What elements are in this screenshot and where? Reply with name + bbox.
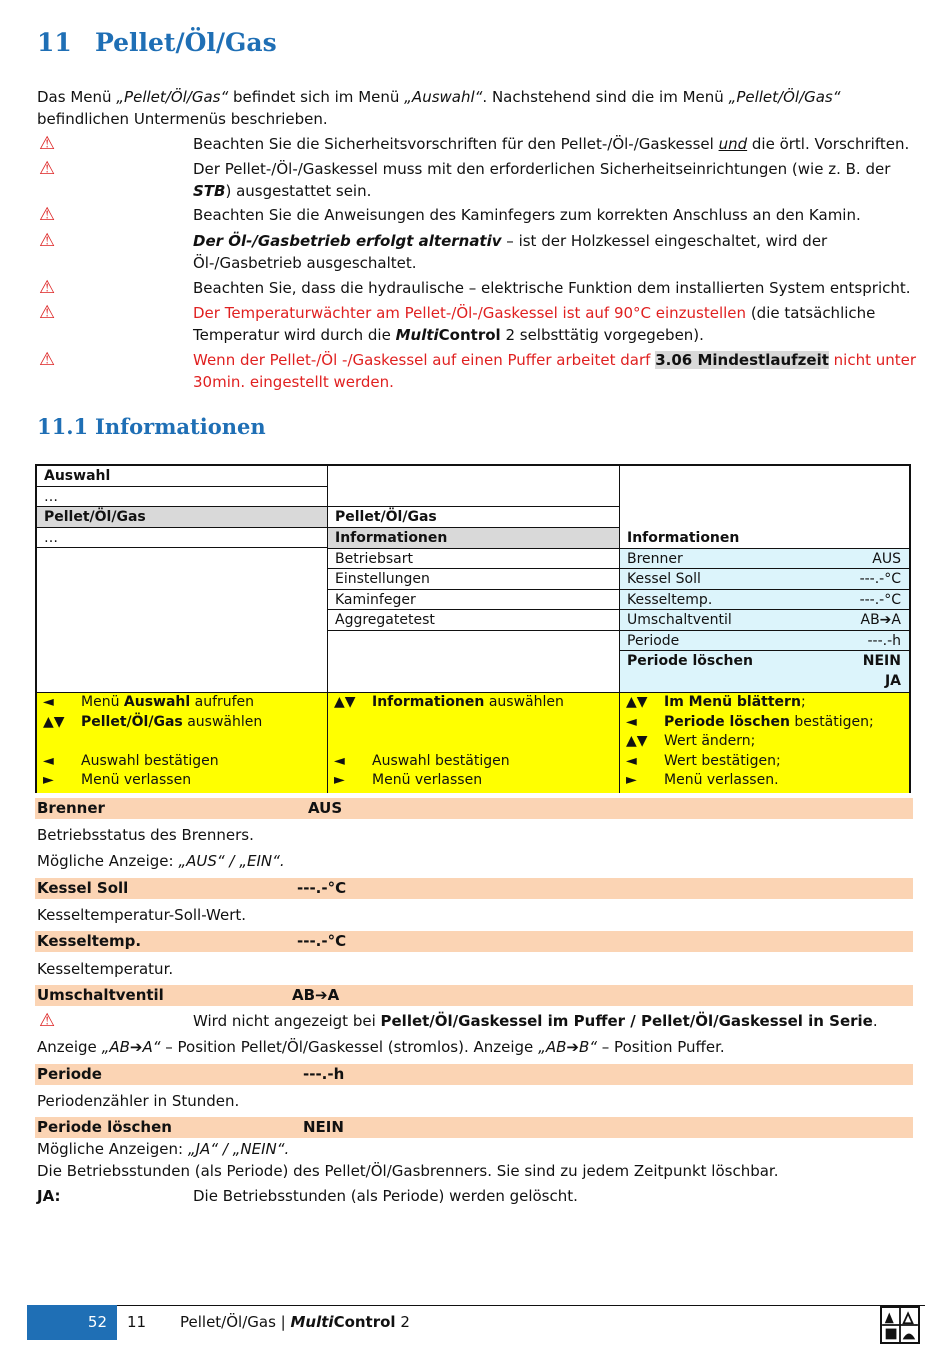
menu-table bbox=[35, 464, 911, 793]
row-label: Periode löschen bbox=[627, 653, 753, 669]
instruction-text: ; bbox=[800, 694, 806, 710]
warning-text: . bbox=[872, 1012, 878, 1030]
detail-desc: Betriebsstatus des Brenners. bbox=[37, 826, 254, 844]
col3-row-periode-loeschen bbox=[620, 651, 909, 692]
col1-selected-pellet: Pellet/Öl/Gas bbox=[37, 507, 327, 528]
warning-text: 2 selbsttätig vorgegeben). bbox=[500, 326, 704, 344]
col3-head: Informationen bbox=[620, 528, 909, 549]
col2-blank bbox=[328, 466, 619, 507]
detail-desc bbox=[37, 1138, 289, 1160]
col2-item-aggregatetest: Aggregatetest bbox=[328, 610, 619, 631]
col3-row-umschaltventil bbox=[620, 610, 909, 631]
detail-desc-text: – Position Pellet/Öl/Gaskessel (stromlos). Anzeige bbox=[160, 1038, 539, 1056]
warning-text: Beachten Sie die Anweisungen des Kaminfegers zum korrekten Anschluss an den Kamin. bbox=[193, 206, 861, 224]
detail-desc: Periodenzähler in Stunden. bbox=[37, 1092, 240, 1110]
row-label: Periode bbox=[627, 633, 680, 649]
arrow-left-icon: ◄ bbox=[334, 752, 345, 769]
instruction-text: Wert bestätigen; bbox=[664, 752, 781, 769]
warning-text-red: Wenn der Pellet-/Öl -/Gaskessel auf einen Puffer arbeitet darf bbox=[193, 351, 656, 369]
detail-value: AUS bbox=[308, 799, 343, 817]
chapter-heading bbox=[37, 28, 277, 57]
warning-emphasis: Pellet/Öl/Gaskessel im Puffer / Pellet/Öl/Gaskessel in Serie bbox=[380, 1012, 873, 1030]
warning-text-red: nicht unter 30min. eingestellt werden. bbox=[193, 351, 917, 391]
arrow-left-icon: ◄ bbox=[43, 694, 54, 710]
detail-value: ---.-h bbox=[303, 1065, 345, 1083]
arrow-left-icon: ◄ bbox=[626, 713, 637, 730]
option-desc-ja: Die Betriebsstunden (als Periode) werden gelöscht. bbox=[193, 1187, 578, 1205]
warning-text: Wird nicht angezeigt bei bbox=[193, 1012, 381, 1030]
detail-desc: Kesseltemperatur. bbox=[37, 960, 174, 978]
detail-label: Periode löschen bbox=[37, 1118, 172, 1136]
detail-desc-values: „JA“ / „NEIN“. bbox=[187, 1140, 290, 1158]
instruction-text: Auswahl bestätigen bbox=[372, 752, 510, 769]
brand-control: Control bbox=[438, 326, 501, 344]
instruction-text: Menü bbox=[81, 694, 124, 710]
instruction-text: auswählen bbox=[182, 713, 263, 730]
warning-item bbox=[37, 133, 917, 155]
warning-text: Der Pellet-/Öl-/Gaskessel muss mit den erforderlichen Sicherheitseinrichtungen (wie z. B. der bbox=[193, 160, 891, 178]
warning-item bbox=[37, 1010, 917, 1032]
intro-text: Das Menü bbox=[37, 88, 117, 106]
warning-item bbox=[37, 230, 917, 274]
detail-desc bbox=[37, 1036, 725, 1058]
detail-desc: Die Betriebsstunden (als Periode) des Pellet/Öl/Gasbrenners. Sie sind zu jedem Zeitpunkt löschbar. bbox=[37, 1162, 779, 1180]
detail-label: Umschaltventil bbox=[37, 986, 164, 1004]
row-value: AUS bbox=[872, 551, 901, 567]
detail-label: Kessel Soll bbox=[37, 879, 129, 897]
instruction-emphasis: Periode löschen bbox=[664, 713, 790, 730]
row-value-alt: JA bbox=[884, 673, 901, 689]
brand-logo-icon bbox=[882, 1308, 918, 1342]
col3-row-periode bbox=[620, 631, 909, 651]
detail-value: ---.-°C bbox=[297, 932, 347, 950]
detail-header-periode bbox=[35, 1064, 913, 1085]
intro-menu-ref: „Pellet/Öl/Gas“ bbox=[116, 88, 229, 106]
col2-head: Pellet/Öl/Gas bbox=[328, 507, 619, 528]
arrow-left-icon: ◄ bbox=[626, 752, 637, 769]
footer-chapter: 11 bbox=[127, 1313, 147, 1331]
detail-desc-values: „AUS“ / „EIN“. bbox=[178, 852, 285, 870]
warning-emphasis: STB bbox=[193, 182, 226, 200]
parameter-ref: 3.06 Mindestlaufzeit bbox=[655, 351, 829, 369]
instruction-text: aufrufen bbox=[190, 694, 255, 710]
row-label: Brenner bbox=[627, 551, 683, 567]
arrow-right-icon: ► bbox=[43, 772, 54, 789]
instruction-emphasis: Im Menü blättern bbox=[664, 694, 801, 710]
warning-item bbox=[37, 349, 917, 393]
detail-value: AB➔A bbox=[292, 986, 340, 1004]
footer-title bbox=[180, 1305, 410, 1340]
warning-item bbox=[37, 277, 917, 299]
warning-text: die örtl. Vorschriften. bbox=[747, 135, 910, 153]
arrow-left-icon: ◄ bbox=[43, 752, 54, 769]
warning-text: Beachten Sie, dass die hydraulische – elektrische Funktion dem installierten System entspricht. bbox=[193, 279, 911, 297]
arrow-right-icon: ► bbox=[334, 772, 345, 789]
warning-item bbox=[37, 158, 917, 202]
intro-paragraph bbox=[37, 86, 897, 130]
brand-multi: Multi bbox=[395, 326, 439, 344]
warning-triangle-icon: ⚠ bbox=[39, 230, 56, 251]
detail-desc-text: Anzeige bbox=[37, 1038, 102, 1056]
warning-item bbox=[37, 204, 917, 226]
detail-value: ---.-°C bbox=[297, 879, 347, 897]
arrow-up-down-icon: ▲▼ bbox=[626, 733, 648, 750]
detail-label: Periode bbox=[37, 1065, 102, 1083]
warning-triangle-icon: ⚠ bbox=[39, 158, 56, 179]
section-title: Informationen bbox=[95, 414, 266, 439]
row-value: ---.-h bbox=[867, 633, 901, 649]
detail-header-umschaltventil bbox=[35, 985, 913, 1006]
detail-header-periode-loeschen bbox=[35, 1117, 913, 1138]
col1-ellipsis: … bbox=[37, 487, 327, 507]
intro-text: . Nachstehend sind die im Menü bbox=[482, 88, 729, 106]
brand-logo bbox=[880, 1306, 920, 1344]
detail-value: NEIN bbox=[303, 1118, 344, 1136]
arrow-right-icon: ► bbox=[626, 772, 637, 789]
warning-text: – ist der Holzkessel eingeschaltet, wird der Öl-/Gasbetrieb ausgeschaltet. bbox=[193, 232, 828, 272]
footer-title-text: Pellet/Öl/Gas | bbox=[180, 1313, 291, 1331]
col3-row-brenner bbox=[620, 549, 909, 569]
col3-row-kessel-soll bbox=[620, 569, 909, 590]
warning-text: ) ausgestattet sein. bbox=[225, 182, 372, 200]
warning-emphasis: und bbox=[718, 135, 748, 153]
chapter-number: 11 bbox=[37, 28, 72, 57]
section-heading bbox=[37, 414, 266, 439]
warning-triangle-icon: ⚠ bbox=[39, 277, 56, 298]
row-label: Umschaltventil bbox=[627, 612, 732, 628]
col1-ellipsis: … bbox=[37, 528, 327, 548]
detail-desc-values: „AB➔A“ bbox=[101, 1038, 161, 1056]
instruction-text: Auswahl bestätigen bbox=[81, 752, 219, 769]
col2-item-informationen: Informationen bbox=[328, 528, 619, 549]
intro-text: befindet sich im Menü bbox=[228, 88, 405, 106]
instruction-text: auswählen bbox=[484, 694, 564, 710]
row-value: NEIN bbox=[862, 653, 901, 669]
warning-text: (die tatsächliche Temperatur wird durch die bbox=[193, 304, 876, 344]
col2-item-kaminfeger: Kaminfeger bbox=[328, 590, 619, 610]
instructions-col3 bbox=[620, 692, 909, 793]
instruction-text: Menü verlassen bbox=[372, 772, 483, 789]
detail-header-brenner bbox=[35, 798, 913, 819]
intro-text: befindlichen Untermenüs beschrieben. bbox=[37, 110, 328, 128]
col1-auswahl: Auswahl bbox=[37, 466, 327, 487]
row-value: ---.-°C bbox=[859, 592, 901, 608]
arrow-up-down-icon: ▲▼ bbox=[43, 713, 65, 730]
footer-title-text: 2 bbox=[395, 1313, 410, 1331]
warning-triangle-icon: ⚠ bbox=[39, 1010, 56, 1031]
warning-triangle-icon: ⚠ bbox=[39, 204, 56, 225]
row-label: Kesseltemp. bbox=[627, 592, 713, 608]
warning-triangle-icon: ⚠ bbox=[39, 133, 56, 154]
instruction-emphasis: Informationen bbox=[372, 694, 485, 710]
detail-desc-text: – Position Puffer. bbox=[597, 1038, 725, 1056]
detail-header-kesseltemp bbox=[35, 931, 913, 952]
section-number: 11.1 bbox=[37, 414, 89, 439]
instruction-text: Wert ändern; bbox=[664, 733, 756, 750]
detail-header-kessel-soll bbox=[35, 878, 913, 899]
instruction-emphasis: Auswahl bbox=[123, 694, 191, 710]
intro-menu-ref: „Pellet/Öl/Gas“ bbox=[728, 88, 841, 106]
intro-menu-ref: „Auswahl“ bbox=[404, 88, 483, 106]
warning-text-red: Der Temperaturwächter am Pellet-/Öl-/Gaskessel ist auf 90°C einzustellen bbox=[193, 304, 747, 322]
col3-row-kesseltemp bbox=[620, 590, 909, 610]
instructions-col1 bbox=[37, 692, 327, 793]
arrow-up-down-icon: ▲▼ bbox=[626, 694, 648, 710]
detail-desc bbox=[37, 850, 285, 872]
instruction-text: Menü verlassen. bbox=[664, 772, 779, 789]
detail-desc-values: „AB➔B“ bbox=[538, 1038, 598, 1056]
warning-triangle-icon: ⚠ bbox=[39, 349, 56, 370]
warning-emphasis: Der Öl-/Gasbetrieb erfolgt alternativ bbox=[193, 232, 502, 250]
chapter-title: Pellet/Öl/Gas bbox=[95, 28, 277, 57]
page-number: 52 bbox=[27, 1305, 117, 1340]
brand-multi: Multi bbox=[290, 1313, 334, 1331]
row-value: AB➔A bbox=[860, 612, 901, 628]
instruction-text: Menü verlassen bbox=[81, 772, 192, 789]
row-value: ---.-°C bbox=[859, 571, 901, 587]
detail-desc: Kesseltemperatur-Soll-Wert. bbox=[37, 906, 247, 924]
detail-label: Brenner bbox=[37, 799, 105, 817]
option-label-ja: JA: bbox=[37, 1187, 61, 1205]
col2-item-betriebsart: Betriebsart bbox=[328, 549, 619, 569]
arrow-up-down-icon: ▲▼ bbox=[334, 694, 356, 710]
detail-desc-text: Mögliche Anzeigen: bbox=[37, 1140, 188, 1158]
instructions-col2 bbox=[328, 692, 619, 793]
detail-desc-text: Mögliche Anzeige: bbox=[37, 852, 179, 870]
warning-text: Beachten Sie die Sicherheitsvorschriften für den Pellet-/Öl-/Gaskessel bbox=[193, 135, 719, 153]
instruction-emphasis: Pellet/Öl/Gas bbox=[81, 713, 183, 730]
row-label: Kessel Soll bbox=[627, 571, 701, 587]
brand-control: Control bbox=[333, 1313, 396, 1331]
detail-label: Kesseltemp. bbox=[37, 932, 142, 950]
col2-item-einstellungen: Einstellungen bbox=[328, 569, 619, 590]
instruction-text: bestätigen; bbox=[789, 713, 874, 730]
warning-triangle-icon: ⚠ bbox=[39, 302, 56, 323]
warning-item bbox=[37, 302, 917, 346]
